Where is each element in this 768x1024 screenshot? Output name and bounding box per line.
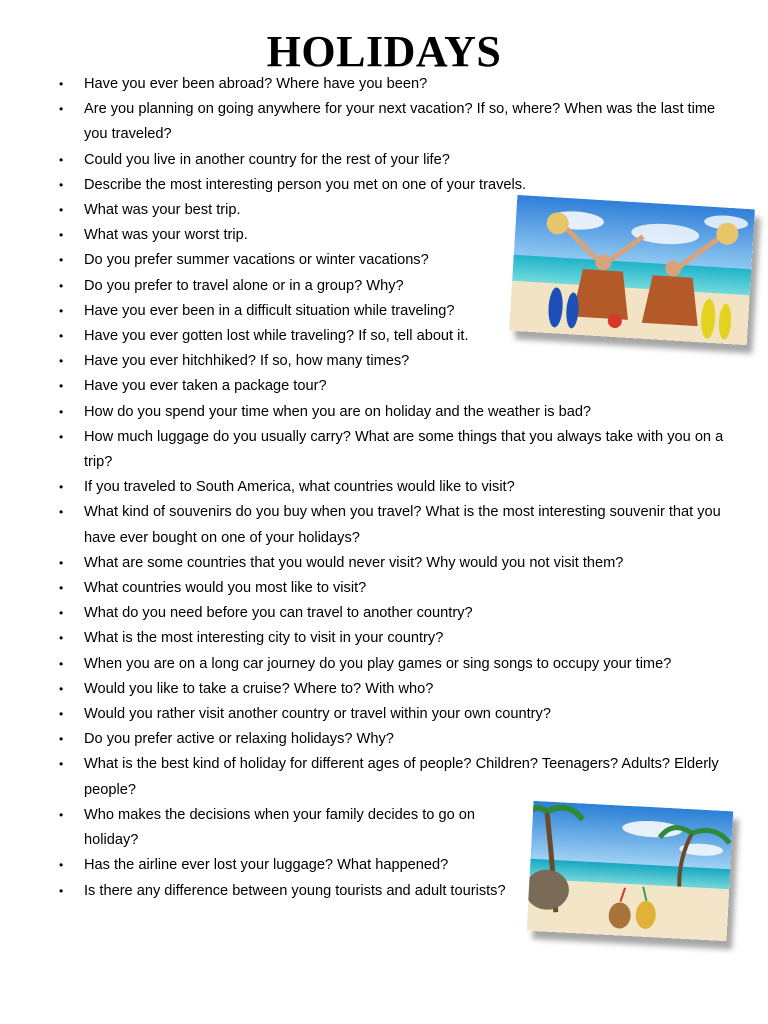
page-title: HOLIDAYS: [266, 27, 502, 76]
question-text: How do you spend your time when you are on holiday and the weather is bad?: [84, 403, 592, 420]
question-text: If you traveled to South America, what countries would like to visit?: [84, 479, 515, 496]
bullet-icon: •: [59, 278, 64, 293]
bullet-icon: •: [59, 858, 64, 873]
list-item: [56, 324, 514, 349]
bullet-icon: •: [59, 404, 64, 419]
beach-couple-illustration: [509, 195, 755, 345]
question-text: What is the best kind of holiday for different ages of people? Children? Teenagers? Adults? Elderly people?: [84, 756, 719, 798]
question-text: When you are on a long car journey do you play games or sing songs to occupy your time?: [84, 655, 672, 672]
question-text: Have you ever been in a difficult situation while traveling?: [84, 302, 455, 319]
question-text: Would you like to take a cruise? Where to? With who?: [84, 680, 434, 697]
bullet-icon: •: [59, 303, 64, 318]
list-item: [56, 274, 514, 299]
bullet-icon: •: [59, 883, 64, 898]
bullet-icon: •: [59, 480, 64, 495]
bullet-icon: •: [59, 102, 64, 117]
list-item: [56, 752, 739, 802]
bullet-icon: •: [59, 228, 64, 243]
question-text: What is the most interesting city to visit in your country?: [84, 630, 444, 647]
list-item: [56, 173, 739, 198]
list-item: [56, 248, 514, 273]
question-text: What kind of souvenirs do you buy when you travel? What is the most interesting souvenir that you have ever bought on one of your holidays?: [84, 504, 721, 546]
bullet-icon: •: [59, 253, 64, 268]
question-text: Is there any difference between young tourists and adult tourists?: [84, 882, 506, 899]
list-item: [56, 853, 514, 878]
question-text: Do you prefer to travel alone or in a group? Why?: [84, 277, 404, 294]
list-item: [56, 702, 739, 727]
question-text: What are some countries that you would never visit? Why would you not visit them?: [84, 554, 624, 571]
question-text: Have you ever gotten lost while traveling? If so, tell about it.: [84, 328, 469, 345]
question-text: Who makes the decisions when your family decides to go on holiday?: [84, 806, 475, 849]
list-item: [56, 879, 514, 904]
bullet-icon: •: [59, 77, 64, 91]
list-item: [56, 626, 739, 651]
list-item: [56, 551, 739, 576]
bullet-icon: •: [59, 329, 64, 344]
bullet-icon: •: [59, 177, 64, 192]
bullet-icon: •: [59, 505, 64, 520]
bullet-icon: •: [59, 732, 64, 747]
question-text: Would you rather visit another country or travel within your own country?: [84, 706, 551, 723]
bullet-icon: •: [59, 807, 64, 822]
question-text: Have you ever taken a package tour?: [84, 378, 327, 395]
bullet-icon: •: [59, 707, 64, 722]
question-text: Have you ever been abroad? Where have you been?: [84, 76, 428, 92]
question-text: Do you prefer active or relaxing holidays? Why?: [84, 731, 394, 748]
tropical-beach-photo: [527, 801, 734, 941]
bullet-icon: •: [59, 555, 64, 570]
bullet-icon: •: [59, 656, 64, 671]
list-item: [56, 349, 739, 374]
bullet-icon: •: [59, 203, 64, 218]
list-item: [56, 652, 739, 677]
question-text: Has the airline ever lost your luggage? What happened?: [84, 857, 449, 874]
list-item: [56, 677, 739, 702]
bullet-icon: •: [59, 606, 64, 621]
bullet-icon: •: [59, 631, 64, 646]
list-item: [56, 374, 739, 399]
list-item: [56, 475, 739, 500]
list-item: [56, 97, 739, 147]
bullet-icon: •: [59, 152, 64, 167]
question-text: Could you live in another country for the rest of your life?: [84, 151, 450, 168]
bullet-icon: •: [59, 354, 64, 369]
bullet-icon: •: [59, 757, 64, 772]
tropical-beach-illustration: [527, 801, 734, 941]
list-item: [56, 803, 514, 853]
list-item: [56, 576, 739, 601]
question-text: Are you planning on going anywhere for your next vacation? If so, where? When was the last time you traveled?: [84, 101, 716, 143]
list-item: [56, 727, 739, 752]
question-text: How much luggage do you usually carry? What are some things that you always take with you on a trip?: [84, 428, 724, 471]
list-item: [56, 148, 739, 173]
list-item: [56, 198, 514, 223]
beach-couple-photo: [509, 195, 755, 345]
question-text: What was your best trip.: [84, 202, 241, 219]
question-text: Do you prefer summer vacations or winter vacations?: [84, 252, 429, 269]
list-item: [56, 223, 514, 248]
bullet-icon: •: [59, 379, 64, 394]
list-item: [56, 400, 739, 425]
list-item: [56, 72, 739, 97]
question-text: What countries would you most like to visit?: [84, 580, 367, 597]
bullet-icon: •: [59, 581, 64, 596]
list-item: [56, 601, 739, 626]
bullet-icon: •: [59, 429, 64, 444]
list-item: [56, 500, 739, 550]
list-item: [56, 425, 724, 475]
list-item: [56, 299, 514, 324]
bullet-icon: •: [59, 681, 64, 696]
question-text: Have you ever hitchhiked? If so, how many times?: [84, 353, 410, 370]
question-text: What do you need before you can travel to another country?: [84, 605, 473, 622]
question-list: [56, 72, 739, 904]
question-text: What was your worst trip.: [84, 227, 248, 244]
question-text: Describe the most interesting person you met on one of your travels.: [84, 176, 527, 193]
